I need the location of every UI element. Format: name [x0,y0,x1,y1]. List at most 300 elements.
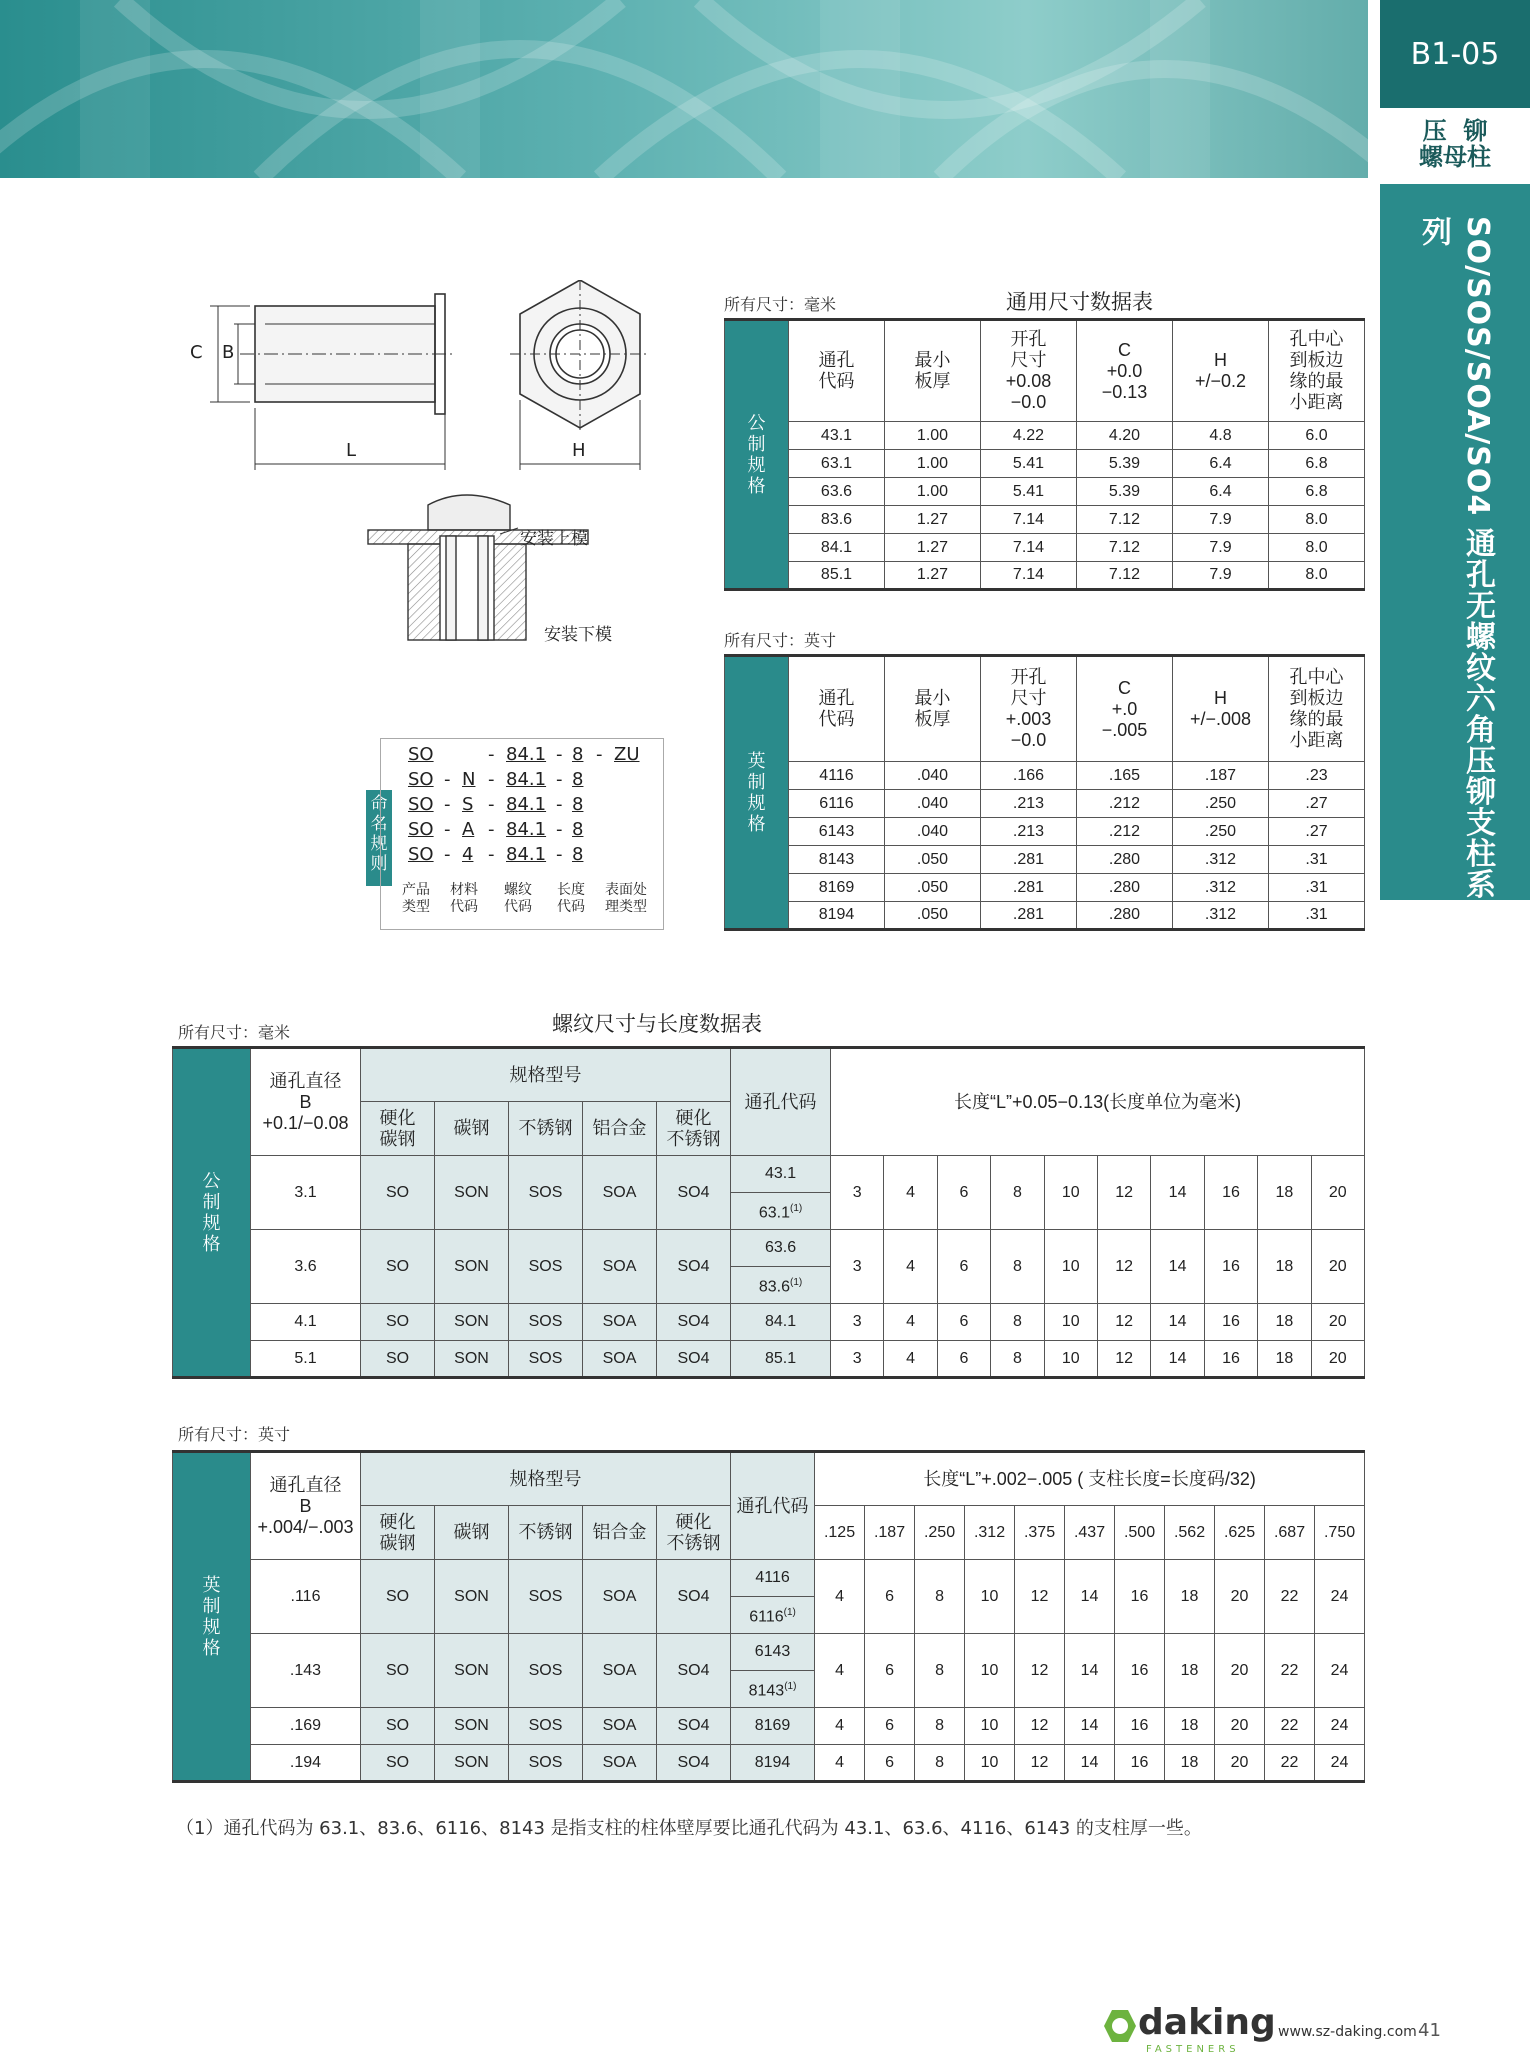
type-cell: SON [435,1634,509,1708]
material-header: 铝合金 [583,1506,657,1560]
column-header-spec: 规格型号 [361,1048,731,1102]
data-cell: .250 [1173,818,1269,846]
length-cell: 20 [1311,1304,1365,1341]
table-row [173,1230,1365,1267]
data-cell: 5.39 [1077,478,1173,506]
data-cell: 7.12 [1077,534,1173,562]
code-cell [731,1560,815,1597]
data-cell: .050 [885,902,981,930]
data-cell: 7.9 [1173,562,1269,590]
data-cell: 4.22 [981,422,1077,450]
length-cell: 20 [1311,1230,1365,1304]
length-cell: 14 [1065,1745,1115,1782]
data-cell: 83.6 [789,506,885,534]
length-cell: 12 [1015,1708,1065,1745]
type-cell: SO4 [657,1560,731,1634]
naming-token: - [596,744,603,765]
length-cell: 16 [1204,1341,1257,1378]
type-cell: SO [361,1745,435,1782]
type-cell: SOS [509,1156,583,1230]
data-cell: 5.39 [1077,450,1173,478]
website-url: www.sz-daking.com [1278,2024,1417,2040]
length-code-header: .437 [1065,1506,1115,1560]
data-cell: .27 [1269,790,1365,818]
column-header-code: 通孔代码 [731,1452,815,1560]
type-cell: SO4 [657,1230,731,1304]
code-cell [731,1156,831,1193]
data-cell: .281 [981,874,1077,902]
length-cell: 18 [1258,1156,1311,1230]
data-cell: .187 [1173,762,1269,790]
data-cell: 5.41 [981,478,1077,506]
code-cell [731,1671,815,1708]
length-cell: 22 [1265,1745,1315,1782]
code-value: 8194 [754,1753,791,1771]
length-cell: 10 [1044,1156,1097,1230]
length-cell: 4 [884,1304,937,1341]
data-cell: 4.20 [1077,422,1173,450]
naming-rule-label: 命名规则 [366,790,392,886]
type-cell: SOA [583,1304,657,1341]
side-label: 英 制 规 格 [725,656,789,930]
material-header: 碳钢 [435,1102,509,1156]
diameter-cell: .143 [251,1634,361,1708]
length-cell: 14 [1065,1708,1115,1745]
material-header: 不锈钢 [509,1506,583,1560]
header-row [173,1048,1365,1102]
length-cell: 12 [1015,1745,1065,1782]
type-cell: SOS [509,1560,583,1634]
length-cell: 4 [815,1634,865,1708]
diameter-cell: 3.6 [251,1230,361,1304]
banner-pattern [0,0,1368,178]
length-cell: 16 [1204,1304,1257,1341]
material-header: 硬化 不锈钢 [657,1102,731,1156]
data-cell: .280 [1077,874,1173,902]
data-cell: .050 [885,846,981,874]
type-cell: SOA [583,1708,657,1745]
data-cell: .280 [1077,846,1173,874]
length-cell: 8 [991,1156,1044,1230]
general-dimensions-metric-table [724,318,1365,591]
length-cell: 4 [815,1560,865,1634]
table-row [725,562,1365,590]
type-cell: SON [435,1156,509,1230]
code-cell [731,1304,831,1341]
length-cell: 10 [1044,1304,1097,1341]
material-header: 铝合金 [583,1102,657,1156]
lower-die-label: 安装下模 [544,625,612,645]
length-cell: 8 [991,1304,1044,1341]
naming-token: - [488,819,495,840]
table-row [725,534,1365,562]
length-code-header: .500 [1115,1506,1165,1560]
material-header: 硬化 碳钢 [361,1506,435,1560]
data-cell: 7.9 [1173,534,1269,562]
table-row [725,790,1365,818]
data-cell: 8143 [789,846,885,874]
length-code-header: .625 [1215,1506,1265,1560]
data-cell: .212 [1077,818,1173,846]
column-header: H +/−.008 [1173,656,1269,762]
data-cell: .280 [1077,902,1173,930]
type-cell: SO [361,1708,435,1745]
naming-token: - [556,769,563,790]
length-cell: 16 [1204,1156,1257,1230]
length-cell: 12 [1097,1341,1150,1378]
table-row [725,478,1365,506]
length-cell: 6 [865,1560,915,1634]
length-cell: 3 [831,1230,884,1304]
data-cell: 8194 [789,902,885,930]
length-cell: 20 [1215,1745,1265,1782]
type-cell: SO4 [657,1708,731,1745]
column-header: 最小 板厚 [885,320,981,422]
length-code-header: .750 [1315,1506,1365,1560]
data-cell: 4.8 [1173,422,1269,450]
length-cell: 3 [831,1304,884,1341]
footnote-marker: (1) [789,1276,803,1288]
type-cell: SON [435,1230,509,1304]
data-cell: 1.27 [885,534,981,562]
length-code-header: .312 [965,1506,1015,1560]
length-cell: 4 [884,1230,937,1304]
data-cell: 63.6 [789,478,885,506]
type-cell: SO [361,1341,435,1378]
data-cell: .312 [1173,902,1269,930]
length-cell: 8 [915,1634,965,1708]
data-cell: 7.14 [981,562,1077,590]
material-header: 硬化 不锈钢 [657,1506,731,1560]
data-cell: .165 [1077,762,1173,790]
thread-length-inch-table [172,1450,1365,1783]
side-label: 英 制 规 格 [173,1452,251,1782]
code-value: 8143 [748,1682,785,1700]
data-cell: 85.1 [789,562,885,590]
page-number: 41 [1418,2020,1441,2041]
length-cell: 12 [1015,1634,1065,1708]
length-cell: 10 [1044,1341,1097,1378]
code-cell [731,1745,815,1782]
daking-logo [1090,2002,1276,2060]
naming-token: - [556,844,563,865]
data-cell: 5.41 [981,450,1077,478]
diameter-cell: 3.1 [251,1156,361,1230]
naming-token: 8 [572,844,584,865]
length-cell: 10 [965,1745,1015,1782]
naming-token: A [462,819,475,840]
length-cell: 10 [965,1708,1015,1745]
naming-token: 84.1 [506,744,547,765]
type-cell: SO [361,1230,435,1304]
data-cell: .281 [981,902,1077,930]
data-cell: .31 [1269,874,1365,902]
length-cell: 16 [1115,1634,1165,1708]
column-header: C +0.0 −0.13 [1077,320,1173,422]
technical-drawings [170,280,670,710]
table-row [725,506,1365,534]
naming-token: - [488,769,495,790]
data-cell: 1.00 [885,450,981,478]
data-cell: 6.4 [1173,450,1269,478]
data-cell: 8169 [789,874,885,902]
general-dimensions-inch-table [724,654,1365,931]
code-cell [731,1708,815,1745]
length-cell: 6 [937,1230,990,1304]
naming-caption: 螺纹 代码 [504,882,532,915]
column-header: 通孔 代码 [789,320,885,422]
length-cell: 8 [915,1745,965,1782]
table-row [725,846,1365,874]
side-view-drawing [210,294,455,470]
naming-token: - [556,744,563,765]
data-cell: .312 [1173,846,1269,874]
length-cell: 22 [1265,1708,1315,1745]
length-cell: 8 [991,1341,1044,1378]
code-cell [731,1597,815,1634]
type-cell: SON [435,1304,509,1341]
type-cell: SOA [583,1560,657,1634]
length-cell: 6 [937,1156,990,1230]
length-code-header: .687 [1265,1506,1315,1560]
table1-unit-note: 所有尺寸：毫米 [724,295,837,314]
data-cell: 1.27 [885,506,981,534]
column-header: C +.0 −.005 [1077,656,1173,762]
table-row [173,1156,1365,1193]
naming-token: - [444,819,451,840]
diameter-cell: .116 [251,1560,361,1634]
data-cell: 8.0 [1269,506,1365,534]
length-cell: 4 [815,1745,865,1782]
data-cell: 6.8 [1269,450,1365,478]
column-header-diameter: 通孔直径 B +0.1/−0.08 [251,1048,361,1156]
code-value: 84.1 [764,1313,797,1330]
dim-h-label: H [572,440,586,461]
column-header-length: 长度“L”+0.05−0.13(长度单位为毫米) [831,1048,1365,1156]
type-cell: SOS [509,1304,583,1341]
type-cell: SOA [583,1230,657,1304]
type-cell: SON [435,1745,509,1782]
diameter-cell: 4.1 [251,1304,361,1341]
length-cell: 20 [1311,1341,1365,1378]
code-cell [731,1341,831,1378]
length-cell: 18 [1165,1708,1215,1745]
naming-caption: 产品 类型 [402,882,430,915]
data-cell: .040 [885,762,981,790]
length-cell: 6 [937,1304,990,1341]
table-row [725,422,1365,450]
table-row [725,902,1365,930]
thread-length-metric-table [172,1046,1365,1379]
length-cell: 8 [915,1560,965,1634]
column-header: H +/−0.2 [1173,320,1269,422]
table-row [173,1304,1365,1341]
header-banner [0,0,1368,178]
data-cell: 7.12 [1077,506,1173,534]
code-value: 63.1 [758,1204,790,1222]
naming-token: 8 [572,744,584,765]
data-cell: 84.1 [789,534,885,562]
data-cell: .213 [981,818,1077,846]
footnote-marker: (1) [789,1202,803,1214]
data-cell: 43.1 [789,422,885,450]
length-cell: 18 [1165,1745,1215,1782]
data-cell: .23 [1269,762,1365,790]
length-code-header: .562 [1165,1506,1215,1560]
length-cell: 18 [1258,1230,1311,1304]
length-cell: 22 [1265,1634,1315,1708]
series-title: SO/SOS/SOA/SO4 通孔无螺纹六角压铆支柱系列 [1416,216,1495,900]
column-header: 开孔 尺寸 +.003 −0.0 [981,656,1077,762]
table4-unit-note: 所有尺寸：英寸 [178,1425,291,1444]
installation-diagram [368,495,588,640]
data-cell: 6.4 [1173,478,1269,506]
naming-token: 84.1 [506,769,547,790]
type-cell: SO4 [657,1156,731,1230]
length-cell: 20 [1215,1560,1265,1634]
naming-token: - [444,844,451,865]
header-row [725,656,1365,762]
type-cell: SOA [583,1156,657,1230]
section-code: B1-05 [1380,0,1530,108]
length-cell: 20 [1215,1708,1265,1745]
naming-token: - [556,819,563,840]
code-cell [731,1267,831,1304]
code-value: 6143 [754,1643,791,1660]
table-row [173,1560,1365,1597]
length-cell: 3 [831,1341,884,1378]
length-cell: 22 [1265,1560,1315,1634]
code-value: 4116 [755,1569,790,1586]
code-cell [731,1193,831,1230]
length-cell: 14 [1151,1156,1204,1230]
column-header-code: 通孔代码 [731,1048,831,1156]
material-header: 硬化 碳钢 [361,1102,435,1156]
data-cell: 7.12 [1077,562,1173,590]
naming-token: 8 [572,794,584,815]
length-cell: 14 [1065,1560,1115,1634]
data-cell: .040 [885,790,981,818]
type-cell: SOS [509,1708,583,1745]
data-cell: .212 [1077,790,1173,818]
dim-l-label: L [346,440,357,461]
data-cell: 8.0 [1269,562,1365,590]
length-cell: 18 [1258,1304,1311,1341]
naming-token: 84.1 [506,819,547,840]
length-cell: 18 [1165,1634,1215,1708]
data-cell: .213 [981,790,1077,818]
type-cell: SO [361,1634,435,1708]
naming-caption: 材料 代码 [450,882,478,915]
type-cell: SON [435,1560,509,1634]
naming-token: 8 [572,769,584,790]
data-cell: 1.00 [885,422,981,450]
data-cell: .250 [1173,790,1269,818]
type-cell: SO4 [657,1341,731,1378]
data-cell: .312 [1173,874,1269,902]
data-cell: .31 [1269,902,1365,930]
length-code-header: .250 [915,1506,965,1560]
length-cell: 4 [884,1341,937,1378]
data-cell: 1.00 [885,478,981,506]
length-code-header: .375 [1015,1506,1065,1560]
data-cell: .166 [981,762,1077,790]
footnote-marker: (1) [784,1680,797,1692]
length-cell: 8 [915,1708,965,1745]
table2-unit-note: 所有尺寸：英寸 [724,631,837,650]
footnote: （1）通孔代码为 63.1、83.6、6116、8143 是指支柱的柱体壁厚要比通孔代码为 43.1、63.6、4116、6143 的支柱厚一些。 [176,1818,1202,1839]
material-header: 碳钢 [435,1506,509,1560]
data-cell: .281 [981,846,1077,874]
data-cell: 6116 [789,790,885,818]
diameter-cell: 5.1 [251,1341,361,1378]
code-value: 83.6 [758,1278,790,1296]
material-header: 不锈钢 [509,1102,583,1156]
code-value: 8169 [754,1717,791,1734]
side-label: 公 制 规 格 [173,1048,251,1378]
series-side-tab [1380,184,1530,900]
length-cell: 4 [884,1156,937,1230]
table-row [725,450,1365,478]
length-cell: 24 [1315,1745,1365,1782]
naming-token: 84.1 [506,794,547,815]
naming-token: SO [408,844,434,865]
header-row [173,1452,1365,1506]
length-cell: 16 [1115,1745,1165,1782]
length-cell: 14 [1151,1230,1204,1304]
brand-name: daking [1138,2002,1276,2043]
length-cell: 12 [1097,1230,1150,1304]
length-cell: 6 [937,1341,990,1378]
length-cell: 10 [965,1560,1015,1634]
table3-title: 螺纹尺寸与长度数据表 [552,1012,762,1036]
code-value: 63.6 [764,1239,797,1256]
diameter-cell: .169 [251,1708,361,1745]
length-code-header: .125 [815,1506,865,1560]
naming-token: SO [408,769,434,790]
data-cell: .040 [885,818,981,846]
data-cell: 6143 [789,818,885,846]
data-cell: 6.8 [1269,478,1365,506]
brand-sub: FASTENERS [1146,2044,1240,2055]
dim-c-label: C [190,342,203,363]
column-header: 孔中心 到板边 缘的最 小距离 [1269,656,1365,762]
data-cell: 63.1 [789,450,885,478]
type-cell: SOS [509,1230,583,1304]
type-cell: SO [361,1156,435,1230]
length-cell: 10 [1044,1230,1097,1304]
length-cell: 10 [965,1634,1015,1708]
column-header: 孔中心 到板边 缘的最 小距离 [1269,320,1365,422]
length-cell: 24 [1315,1560,1365,1634]
naming-token: - [444,769,451,790]
type-cell: SO [361,1304,435,1341]
table-row [173,1745,1365,1782]
naming-token: - [488,844,495,865]
naming-caption: 表面处 理类型 [605,882,647,915]
length-cell: 16 [1115,1708,1165,1745]
column-header-diameter: 通孔直径 B +.004/−.003 [251,1452,361,1560]
column-header-spec: 规格型号 [361,1452,731,1506]
naming-token: SO [408,794,434,815]
data-cell: 6.0 [1269,422,1365,450]
naming-token: - [488,744,495,765]
length-cell: 14 [1151,1341,1204,1378]
naming-token: SO [408,744,434,765]
naming-token: SO [408,819,434,840]
length-cell: 16 [1115,1560,1165,1634]
footnote-marker: (1) [783,1606,796,1618]
